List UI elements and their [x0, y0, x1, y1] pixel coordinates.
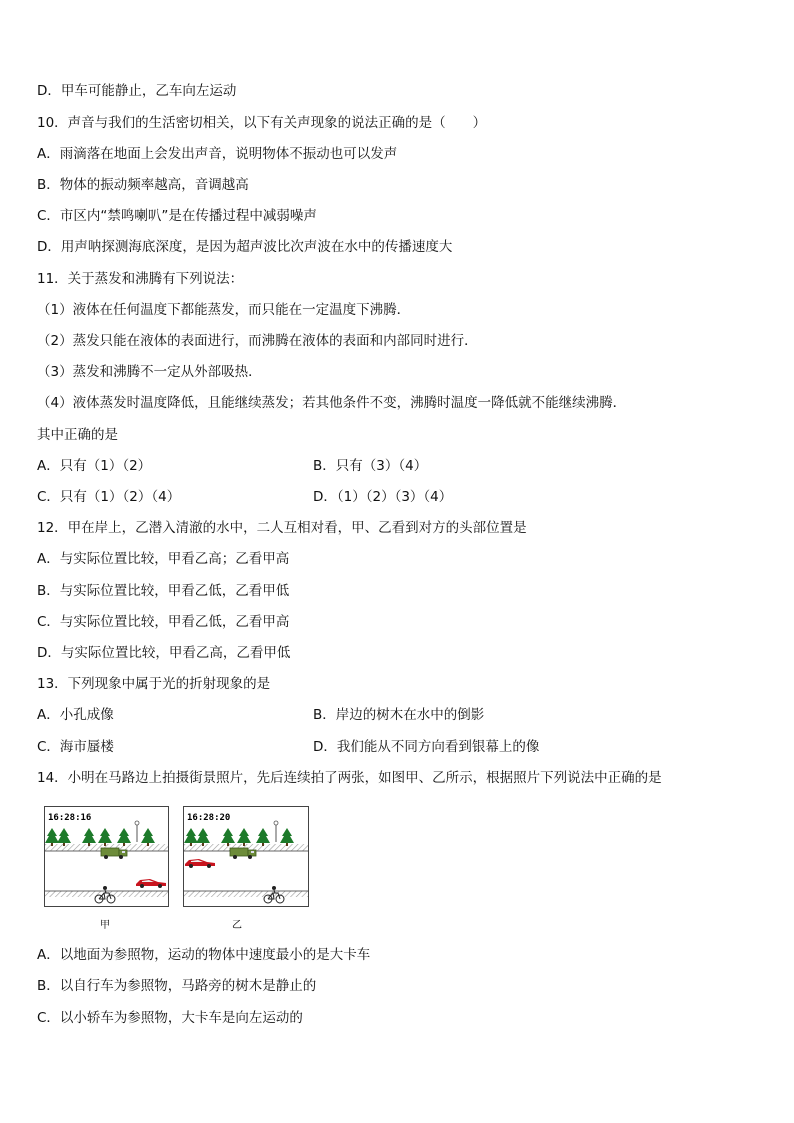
street-photos-figure: [44, 806, 310, 936]
q14-option-c: C．以小轿车为参照物，大卡车是向左运动的: [37, 1010, 303, 1026]
q10-option-b: B．物体的振动频率越高，音调越高: [37, 177, 249, 193]
q11-option-b: B．只有（3）（4）: [313, 458, 428, 474]
q14-option-a: A．以地面为参照物，运动的物体中速度最小的是大卡车: [37, 947, 371, 963]
q14-stem: 14．小明在马路边上拍摄街景照片，先后连续拍了两张，如图甲、乙所示，根据照片下列说法中正确的是: [37, 770, 662, 786]
q10-option-d: D．用声呐探测海底深度，是因为超声波比次声波在水中的传播速度大: [37, 239, 453, 255]
q11-option-d: D．（1）（2）（3）（4）: [313, 489, 453, 505]
q11-prompt: 其中正确的是: [37, 427, 118, 443]
q10-stem: 10．声音与我们的生活密切相关，以下有关声现象的说法正确的是（ ）: [37, 115, 487, 131]
q11-statement-1: （1）液体在任何温度下都能蒸发，而只能在一定温度下沸腾．: [37, 302, 411, 318]
q13-option-b: B．岸边的树木在水中的倒影: [313, 707, 485, 723]
q11-statement-2: （2）蒸发只能在液体的表面进行，而沸腾在液体的表面和内部同时进行．: [37, 333, 478, 349]
q13-option-a: A．小孔成像: [37, 707, 114, 723]
q14-option-b: B．以自行车为参照物，马路旁的树木是静止的: [37, 978, 317, 994]
q13-option-d: D．我们能从不同方向看到银幕上的像: [313, 739, 540, 755]
q12-option-d: D．与实际位置比较，甲看乙高，乙看甲低: [37, 645, 291, 661]
q12-option-a: A．与实际位置比较，甲看乙高；乙看甲高: [37, 551, 290, 567]
q11-statement-3: （3）蒸发和沸腾不一定从外部吸热．: [37, 364, 262, 380]
q13-option-c: C．海市蜃楼: [37, 739, 114, 755]
q12-option-b: B．与实际位置比较，甲看乙低，乙看甲低: [37, 583, 290, 599]
photo-yi-timestamp: 16:28:20: [187, 813, 231, 823]
q13-stem: 13．下列现象中属于光的折射现象的是: [37, 676, 271, 692]
q12-option-c: C．与实际位置比较，甲看乙低，乙看甲高: [37, 614, 290, 630]
q11-option-c: C．只有（1）（2）（4）: [37, 489, 181, 505]
q11-stem: 11．关于蒸发和沸腾有下列说法：: [37, 271, 244, 287]
q10-option-c: C．市区内“禁鸣喇叭”是在传播过程中减弱噪声: [37, 208, 317, 224]
photo-jia-label: 甲: [100, 920, 110, 931]
street-photos-svg: [44, 806, 310, 936]
q11-option-a: A．只有（1）（2）: [37, 458, 152, 474]
q12-stem: 12．甲在岸上，乙潜入清澈的水中，二人互相对看，甲、乙看到对方的头部位置是: [37, 520, 527, 536]
q10-option-a: A．雨滴落在地面上会发出声音，说明物体不振动也可以发声: [37, 146, 398, 162]
photo-jia-timestamp: 16:28:16: [48, 813, 92, 823]
q11-statement-4: （4）液体蒸发时温度降低，且能继续蒸发；若其他条件不变，沸腾时温度一降低就不能继续沸腾．: [37, 395, 627, 411]
photo-yi-label: 乙: [232, 920, 242, 931]
q9-option-d: D．甲车可能静止，乙车向左运动: [37, 83, 237, 99]
